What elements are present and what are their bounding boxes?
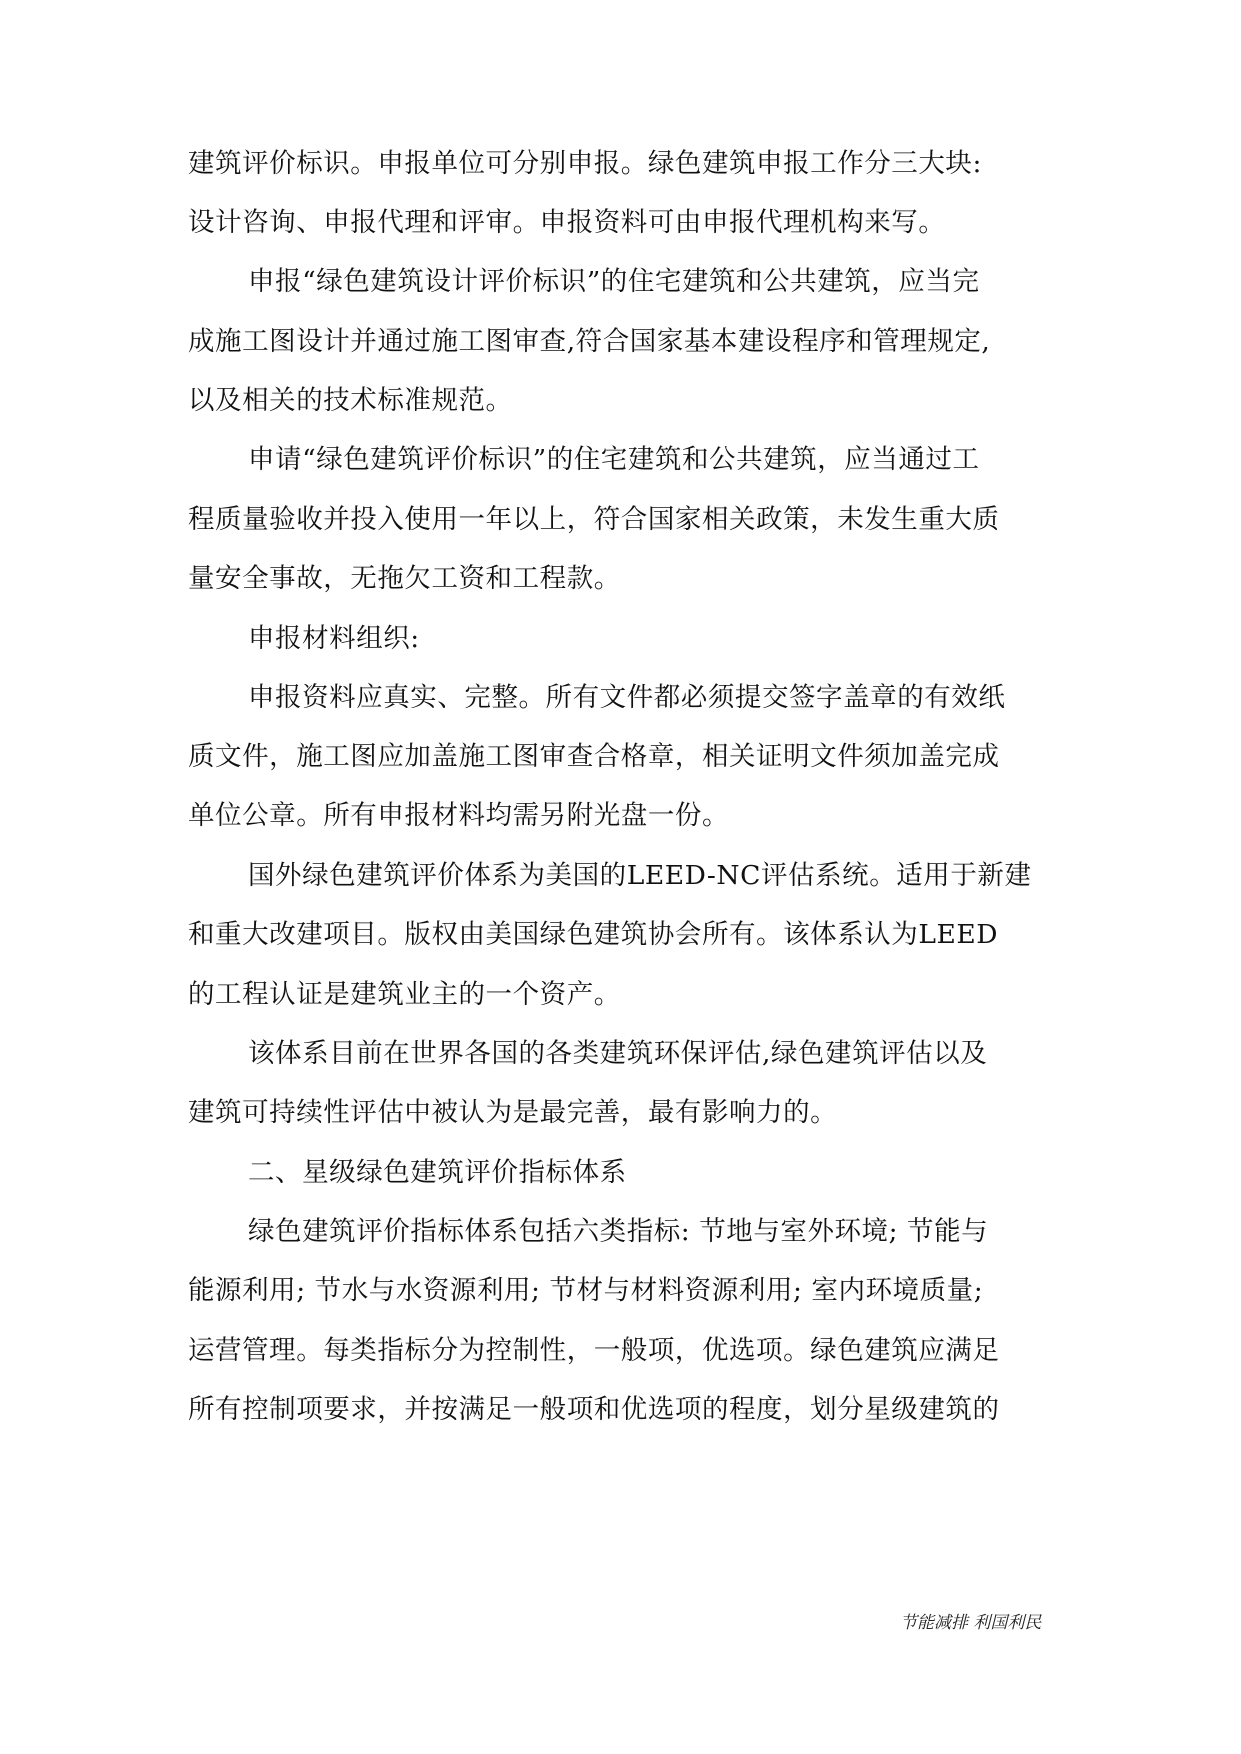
body-line-3: 申报“绿色建筑设计评价标识”的住宅建筑和公共建筑，应当完 (248, 266, 980, 297)
body-line-19: 绿色建筑评价指标体系包括六类指标: 节地与室外环境; 节能与 (248, 1216, 989, 1247)
body-line-5: 以及相关的技术标准规范。 (188, 385, 513, 416)
body-line-4: 成施工图设计并通过施工图审查,符合国家基本建设程序和管理规定, (188, 326, 991, 357)
body-line-10: 申报资料应真实、完整。所有文件都必须提交签字盖章的有效纸 (248, 682, 1006, 713)
body-line-8: 量安全事故，无拖欠工资和工程款。 (188, 563, 621, 594)
body-line-13: 国外绿色建筑评价体系为美国的LEED-NC评估系统。适用于新建 (248, 860, 1032, 891)
body-line-14: 和重大改建项目。版权由美国绿色建筑协会所有。该体系认为LEED (188, 919, 999, 950)
body-line-16: 该体系目前在世界各国的各类建筑环保评估,绿色建筑评估以及 (248, 1038, 988, 1069)
section-heading: 二、星级绿色建筑评价指标体系 (248, 1157, 627, 1188)
body-line-9: 申报材料组织: (248, 623, 420, 654)
body-line-6: 申请“绿色建筑评价标识”的住宅建筑和公共建筑，应当通过工 (248, 444, 980, 475)
body-line-7: 程质量验收并投入使用一年以上，符合国家相关政策，未发生重大质 (188, 504, 1000, 535)
body-line-11: 质文件，施工图应加盖施工图审查合格章，相关证明文件须加盖完成 (188, 741, 1000, 772)
body-line-22: 所有控制项要求，并按满足一般项和优选项的程度，划分星级建筑的 (188, 1394, 1000, 1425)
body-line-15: 的工程认证是建筑业主的一个资产。 (188, 979, 621, 1010)
body-line-21: 运营管理。每类指标分为控制性，一般项，优选项。绿色建筑应满足 (188, 1335, 1000, 1366)
body-line-2: 设计咨询、申报代理和评审。申报资料可由申报代理机构来写。 (188, 207, 946, 238)
body-line-1: 建筑评价标识。申报单位可分别申报。绿色建筑申报工作分三大块: (188, 148, 982, 179)
body-line-17: 建筑可持续性评估中被认为是最完善，最有影响力的。 (188, 1097, 838, 1128)
body-line-12: 单位公章。所有申报材料均需另附光盘一份。 (188, 800, 729, 831)
page-footer: 节能减排 利国利民 (900, 1613, 1042, 1633)
body-line-20: 能源利用; 节水与水资源利用; 节材与材料资源利用; 室内环境质量; (188, 1275, 984, 1306)
